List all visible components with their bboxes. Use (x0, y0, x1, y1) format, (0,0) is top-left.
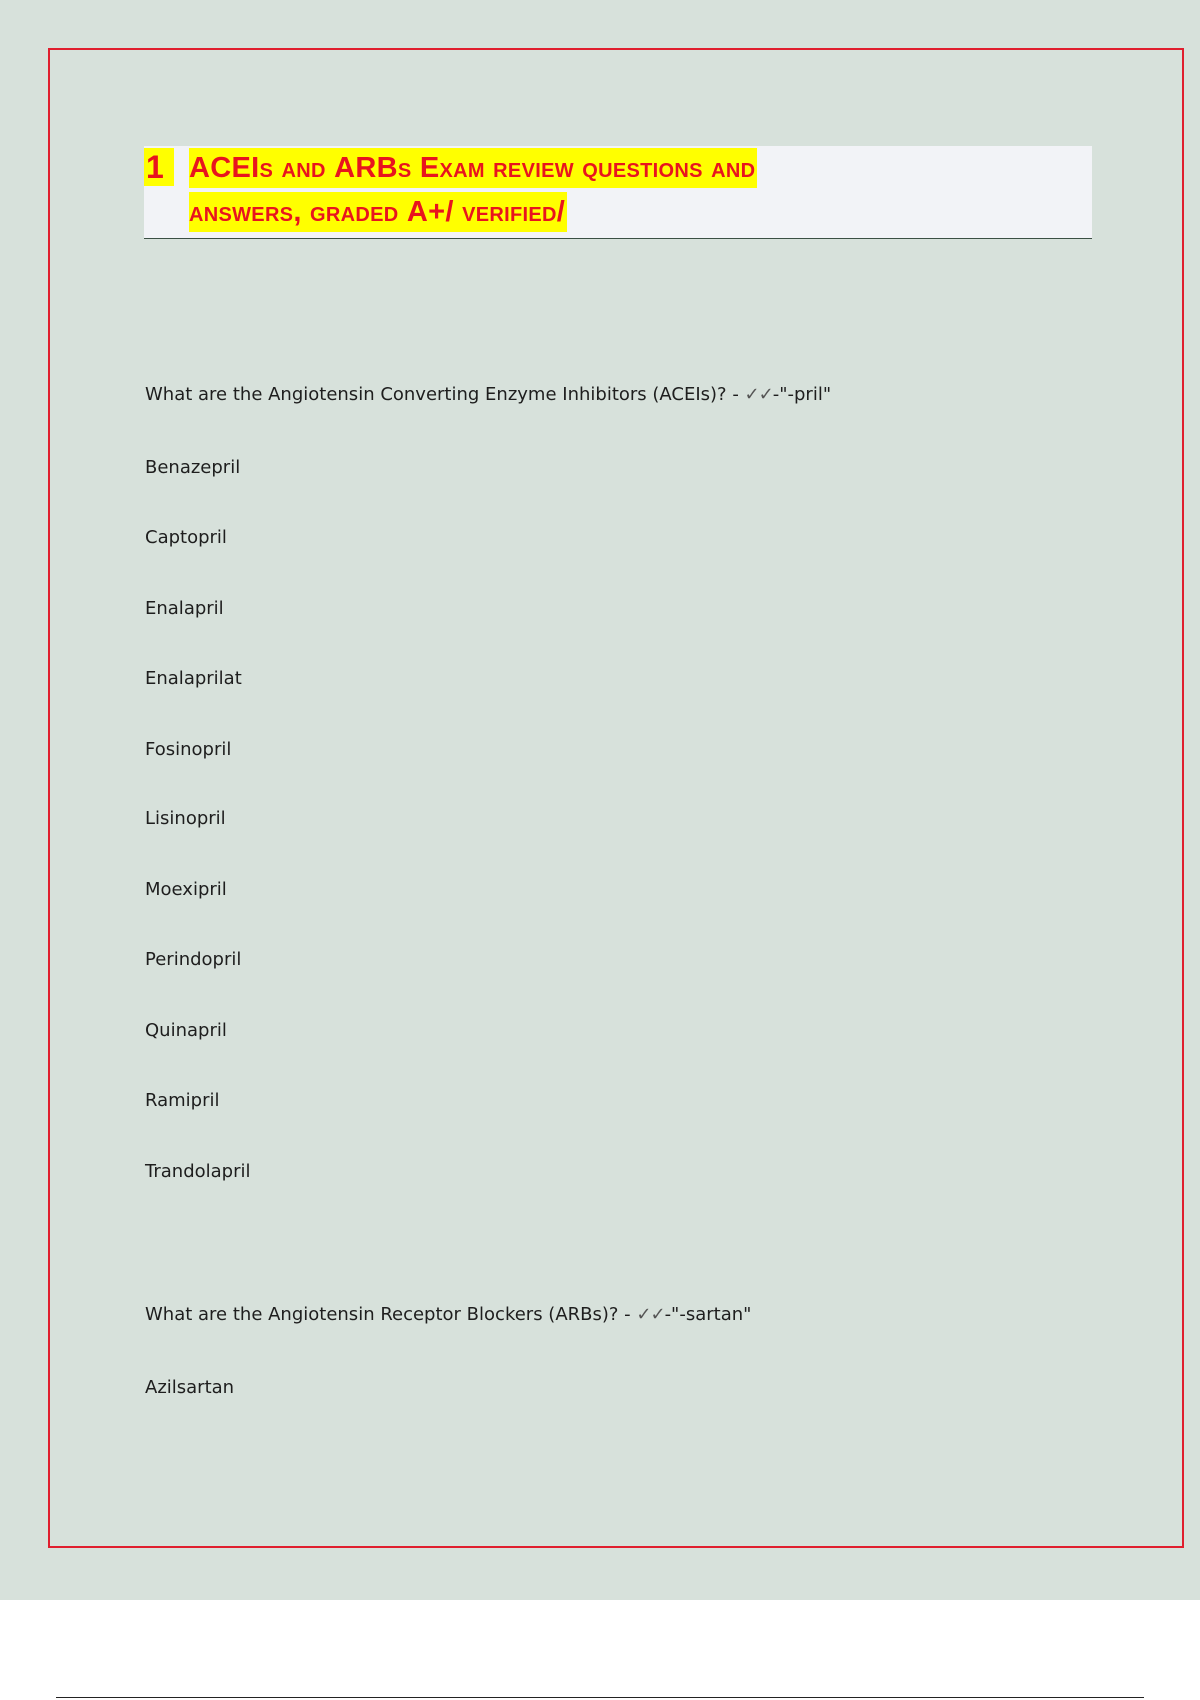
answer-text: -"-pril" (772, 384, 832, 405)
question-text: What are the Angiotensin Converting Enzyme Inhibitors (ACEIs)? - (145, 384, 745, 405)
title-line-2 (189, 192, 567, 232)
list-item-captopril: Captopril (145, 527, 227, 548)
title-line-1 (189, 148, 757, 188)
document-title-block (144, 146, 1092, 239)
title-segment: answers, graded (189, 196, 407, 228)
title-segment: ARB (334, 152, 398, 184)
list-item-enalaprilat: Enalaprilat (145, 668, 242, 689)
list-item-moexipril: Moexipril (145, 879, 227, 900)
list-item-enalapril: Enalapril (145, 598, 224, 619)
footer-rule (56, 1697, 1144, 1698)
title-segment: A+ (406, 196, 446, 228)
list-item-ramipril: Ramipril (145, 1090, 220, 1111)
title-segment: ACEI (189, 152, 260, 184)
list-item-trandolapril: Trandolapril (145, 1161, 251, 1182)
list-item-quinapril: Quinapril (145, 1020, 227, 1041)
title-segment: E (419, 152, 440, 184)
list-item-fosinopril: Fosinopril (145, 739, 232, 760)
list-item-benazepril: Benazepril (145, 457, 241, 478)
list-item-perindopril: Perindopril (145, 949, 242, 970)
question-arbs (145, 1303, 751, 1327)
double-check-icon: ✓✓ (744, 384, 773, 405)
question-aceis (145, 383, 831, 407)
double-check-icon: ✓✓ (636, 1304, 665, 1325)
title-segment: s (397, 152, 420, 184)
answer-text: -"-sartan" (664, 1304, 752, 1325)
title-segment: s and (259, 152, 335, 184)
list-item-azilsartan: Azilsartan (145, 1377, 235, 1398)
title-segment: / verified/ (445, 196, 566, 228)
question-text: What are the Angiotensin Receptor Blockers (ARBs)? - (145, 1304, 637, 1325)
title-number: 1 (144, 148, 174, 186)
list-item-lisinopril: Lisinopril (145, 808, 226, 829)
title-segment: xam review questions and (439, 152, 756, 184)
